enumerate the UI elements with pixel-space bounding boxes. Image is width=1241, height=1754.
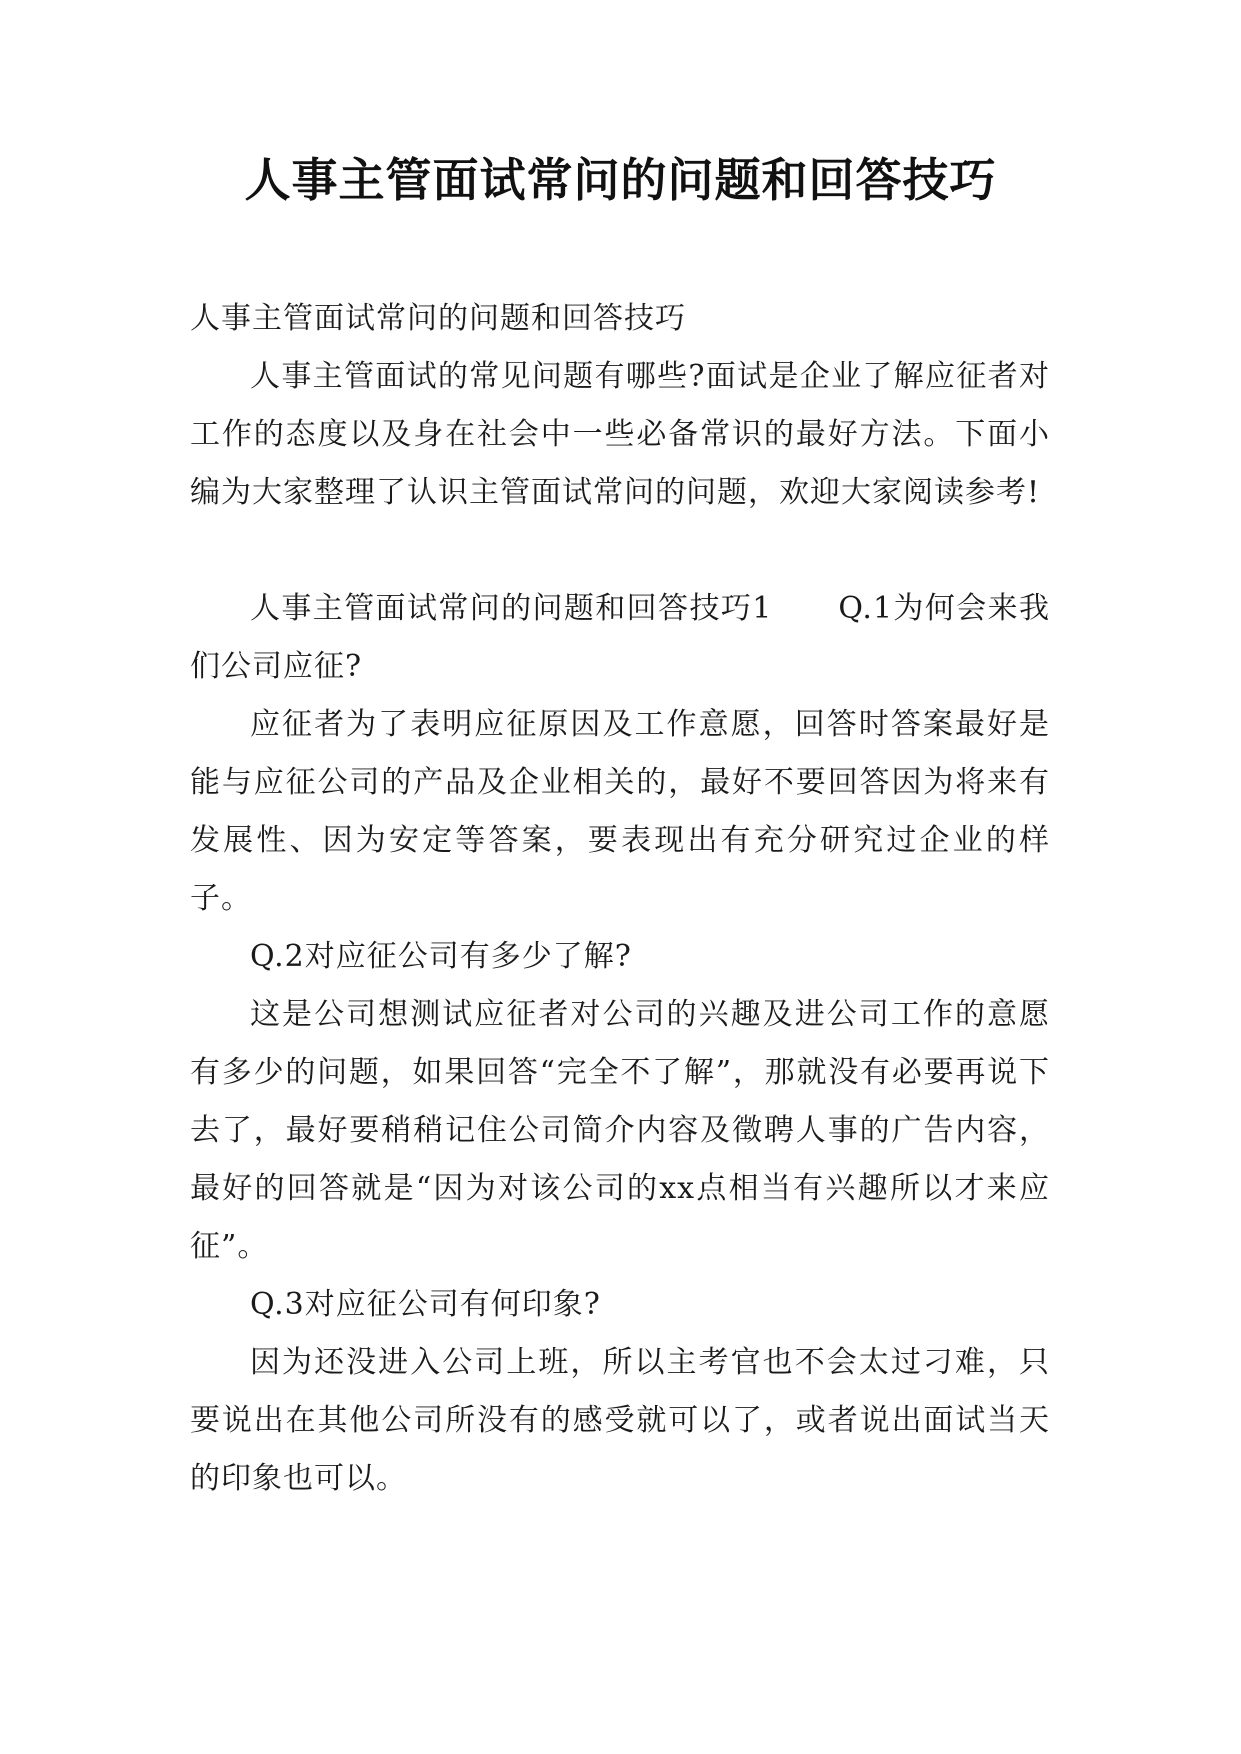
paragraph-gap bbox=[190, 522, 1050, 580]
section-1-line bbox=[190, 580, 1050, 696]
document-title: 人事主管面试常问的问题和回答技巧 bbox=[244, 153, 997, 207]
intro-paragraph: 人事主管面试的常见问题有哪些?面试是企业了解应征者对工作的态度以及身在社会中一些必备常识的最好方法。下面小编为大家整理了认识主管面试常问的问题，欢迎大家阅读参考! bbox=[190, 359, 1050, 510]
question-2: Q.2对应征公司有多少了解? bbox=[250, 939, 632, 974]
question-1: Q.1为何会来我们公司应征? bbox=[190, 591, 1050, 684]
answer-1-paragraph: 应征者为了表明应征原因及工作意愿，回答时答案最好是能与应征公司的产品及企业相关的，最好不要回答因为将来有发展性、因为安定等答案，要表现出有充分研究过企业的样子。 bbox=[190, 707, 1050, 916]
answer-3-paragraph: 因为还没进入公司上班，所以主考官也不会太过刁难，只要说出在其他公司所没有的感受就可以了，或者说出面试当天的印象也可以。 bbox=[190, 1345, 1050, 1496]
document-body bbox=[190, 290, 1050, 1508]
subtitle-line: 人事主管面试常问的问题和回答技巧 bbox=[190, 301, 686, 336]
question-3: Q.3对应征公司有何印象? bbox=[250, 1287, 601, 1322]
answer-2-paragraph: 这是公司想测试应征者对公司的兴趣及进公司工作的意愿有多少的问题，如果回答“完全不了解”，那就没有必要再说下去了，最好要稍稍记住公司简介内容及徵聘人事的广告内容，最好的回答就是“因为对该公司的xx点相当有兴趣所以才来应征”。 bbox=[190, 997, 1050, 1264]
section-1-heading: 人事主管面试常问的问题和回答技巧1 bbox=[250, 591, 773, 626]
